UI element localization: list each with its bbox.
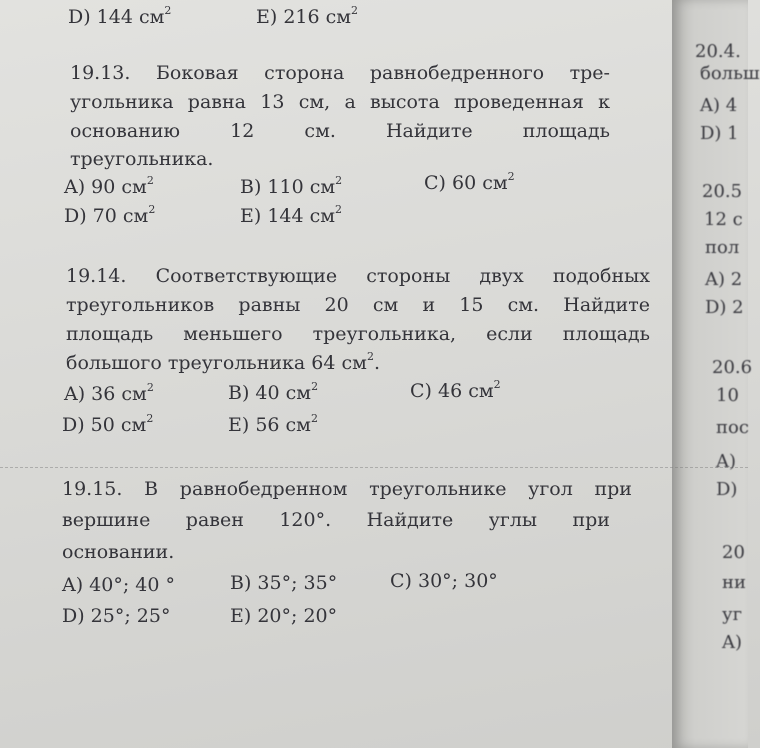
problem-line (62, 509, 610, 531)
line-words: вершине равен 120°. Найдите углы при (62, 509, 610, 531)
option-c: C) 30°; 30° (390, 570, 498, 592)
fragment: D) 2 (705, 297, 744, 318)
fragment: пос (716, 417, 749, 438)
problem-line: большого треугольника 64 $см^2$. (66, 350, 380, 374)
option-a: A) 40°; 40 ° (62, 574, 176, 596)
option-c: C) 60 $см^2$ (424, 170, 515, 194)
problem-line (70, 91, 610, 113)
problem-line: треугольника. (70, 148, 214, 170)
line-words: 19.13. Боковая сторона равнобедренного тре- (70, 62, 610, 84)
fragment: A) 2 (705, 269, 743, 290)
problem-line (70, 62, 610, 84)
option-a: A) 90 $см^2$ (64, 174, 154, 198)
fragment: 12 с (704, 209, 743, 230)
fragment: D) (716, 479, 738, 500)
option-a: A) 36 $см^2$ (64, 381, 154, 405)
option-e: E) 56 $см^2$ (228, 412, 318, 436)
option-d: D) 25°; 25° (62, 605, 171, 627)
line-words: площадь меньшего треугольника, если площадь (66, 323, 650, 345)
option-e: E) 20°; 20° (230, 605, 338, 627)
fragment: D) 1 (700, 123, 739, 144)
line-words: треугольников равны 20 см и 15 см. Найдите (66, 294, 650, 316)
fragment: ни (722, 572, 746, 593)
problem-line (62, 478, 632, 500)
fragment: A) (716, 451, 737, 472)
fragment: A) (722, 632, 743, 653)
problem-line (66, 265, 650, 287)
option-d: D) 50 $см^2$ (62, 412, 154, 436)
option-e: E) 144 $см^2$ (240, 203, 343, 227)
paper-crease (0, 467, 748, 469)
fragment: A) 4 (700, 95, 738, 116)
fragment: 20.4. (695, 41, 741, 62)
option-b: B) 110 $см^2$ (240, 174, 343, 198)
problem-line (66, 323, 650, 345)
line-words: основанию 12 см. Найдите площадь (70, 120, 610, 142)
fragment: 10 (716, 385, 739, 406)
line-words: 19.14. Соответствующие стороны двух подобных (66, 265, 650, 287)
fragment: пол (705, 237, 740, 258)
fragment: 20.6 (712, 357, 753, 378)
line-words: 19.15. В равнобедренном треугольнике угол при (62, 478, 632, 500)
fragment: 20 (722, 542, 745, 563)
top-option-e: E) 216 $см^2$ (256, 4, 359, 28)
fragment: 20.5 (702, 181, 743, 202)
problem-line (70, 120, 610, 142)
option-b: B) 35°; 35° (230, 572, 338, 594)
option-c: C) 46 $см^2$ (410, 378, 501, 402)
top-option-d: D) 144 $см^2$ (68, 4, 172, 28)
fragment: больш (700, 63, 760, 84)
option-b: B) 40 $см^2$ (228, 380, 319, 404)
fragment: уг (722, 604, 743, 625)
line-words: угольника равна 13 см, а высота проведенная к (70, 91, 610, 113)
problem-line (66, 294, 650, 316)
option-d: D) 70 $см^2$ (64, 203, 156, 227)
problem-line: основании. (62, 541, 175, 563)
